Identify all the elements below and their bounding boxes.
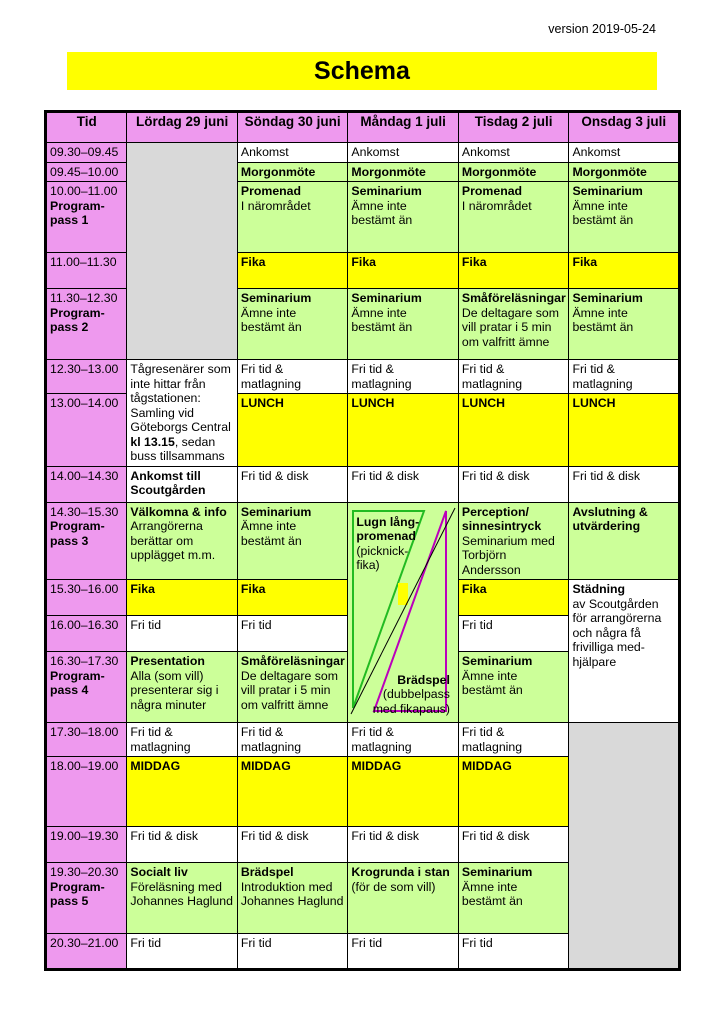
cell-text: De deltagare som vill pratar i 5 min om valfritt ämne <box>461 305 559 349</box>
cell-title: Seminarium <box>240 291 312 305</box>
split-top-text <box>356 515 419 573</box>
cell-text: Ämne inte bestämt än <box>240 519 302 548</box>
schedule-cell: Fri tid & disk <box>237 466 348 502</box>
time-cell: 13.00–14.00 <box>46 394 127 466</box>
time-label: 19.30–20.30 <box>50 865 119 879</box>
split-bottom-text <box>373 673 450 717</box>
col-header-lordag: Lördag 29 juni <box>127 112 238 143</box>
cell-title: Brädspel <box>240 865 294 879</box>
schedule-cell: Fri tid & disk <box>237 827 348 863</box>
schedule-cell: Ankomst <box>569 143 680 163</box>
cell-title: Promenad <box>461 184 523 198</box>
cell-text: Ämne inte bestämt än <box>461 879 523 908</box>
schedule-cell <box>237 863 348 934</box>
pass-label: Program- pass 3 <box>50 519 105 548</box>
cell-text: Ämne inte bestämt än <box>572 198 634 227</box>
col-header-tid: Tid <box>46 112 127 143</box>
time-cell: 09.45–10.00 <box>46 162 127 182</box>
cell-title: Småföreläsningar <box>461 291 566 305</box>
time-cell <box>46 863 127 934</box>
cell-text-bold: kl 13.15 <box>130 434 175 449</box>
cell-title: Avslutning & utvärdering <box>572 504 648 533</box>
cell-title: Seminarium <box>240 504 312 519</box>
time-cell <box>46 652 127 723</box>
schedule-cell: LUNCH <box>458 394 569 466</box>
schedule-cell <box>237 652 348 723</box>
time-cell: 18.00–19.00 <box>46 757 127 827</box>
header-row <box>46 112 680 143</box>
schedule-cell: Fika <box>458 580 569 616</box>
cell-title: Städning <box>572 582 626 596</box>
schedule-cell: LUNCH <box>348 394 459 466</box>
cell-title: Småföreläsningar <box>240 654 345 668</box>
version-label: version 2019-05-24 <box>548 22 656 36</box>
time-cell <box>46 182 127 253</box>
schedule-cell: Fri tid <box>127 934 238 970</box>
time-cell: 20.30–21.00 <box>46 934 127 970</box>
cell-text: De deltagare som vill pratar i 5 min om valfritt ämne <box>240 668 338 712</box>
schedule-cell: Fri tid & disk <box>569 466 680 502</box>
schedule-cell: Morgonmöte <box>569 162 680 182</box>
schedule-cell: Fri tid <box>458 934 569 970</box>
schedule-cell: Fika <box>569 253 680 289</box>
schedule-cell: Fri tid & disk <box>127 827 238 863</box>
cell-text: av Scoutgården för arrangörerna och några få frivilliga med- hjälpare <box>572 596 662 669</box>
empty-cell <box>569 723 680 970</box>
time-cell: 15.30–16.00 <box>46 580 127 616</box>
split-cell <box>348 502 459 723</box>
time-label: 10.00–11.00 <box>50 184 118 198</box>
schedule-cell: Fri tid & matlagning <box>458 360 569 394</box>
schedule-cell <box>348 289 459 360</box>
schedule-cell: Morgonmöte <box>237 162 348 182</box>
table-row <box>46 143 680 163</box>
schedule-cell <box>569 289 680 360</box>
schedule-cell <box>569 502 680 580</box>
schedule-cell <box>569 182 680 253</box>
cell-title: Promenad <box>240 184 302 198</box>
cell-text: Introduktion med Johannes Haglund <box>240 879 344 908</box>
pass-label: Program- pass 4 <box>50 668 105 697</box>
pass-label: Program- pass 1 <box>50 198 105 227</box>
cell-text: Tågresenärer som inte hittar från tågstationen: Samling vid Göteborgs Central <box>130 362 231 434</box>
schedule-cell: LUNCH <box>569 394 680 466</box>
cell-title: Krogrunda i stan <box>351 865 450 879</box>
schedule-cell: Fri tid & matlagning <box>569 360 680 394</box>
cell-text: Ämne inte bestämt än <box>572 305 634 334</box>
cell-title: Seminarium <box>351 291 422 305</box>
schedule-cell <box>237 289 348 360</box>
cell-title: Välkomna & info <box>130 504 227 519</box>
cell-title: Presentation <box>130 654 205 668</box>
schedule-cell: MIDDAG <box>237 757 348 827</box>
time-cell: 14.00–14.30 <box>46 466 127 502</box>
schedule-cell: Fri tid & disk <box>348 466 459 502</box>
schedule-cell: Fri tid & matlagning <box>127 723 238 757</box>
schedule-cell: Fika <box>127 580 238 616</box>
cell-text: Ämne inte bestämt än <box>461 668 523 697</box>
cell-text: Seminarium med Torbjörn Andersson <box>461 533 555 577</box>
pass-label: Program- pass 5 <box>50 879 105 908</box>
schedule-cell: Fika <box>458 253 569 289</box>
schedule-cell <box>458 502 569 580</box>
schedule-cell: Fri tid & disk <box>458 827 569 863</box>
schedule-cell <box>127 652 238 723</box>
time-cell <box>46 289 127 360</box>
col-header-mandag: Måndag 1 juli <box>348 112 459 143</box>
cell-text: Föreläsning med Johannes Haglund <box>130 879 233 908</box>
schedule-cell <box>127 360 238 467</box>
schedule-cell: Fri tid & matlagning <box>458 723 569 757</box>
schedule-cell: Fri tid & matlagning <box>348 723 459 757</box>
cell-text: I närområdet <box>240 198 311 213</box>
time-cell: 19.00–19.30 <box>46 827 127 863</box>
cell-title: Seminarium <box>461 654 533 668</box>
cell-title: Seminarium <box>572 184 643 198</box>
cell-text: Alla (som vill) presenterar sig i några minuter <box>130 668 219 712</box>
cell-title: Brädspel <box>397 672 450 687</box>
schedule-cell <box>348 182 459 253</box>
cell-text: I närområdet <box>461 198 532 213</box>
time-cell: 12.30–13.00 <box>46 360 127 394</box>
time-label: 14.30–15.30 <box>50 504 119 519</box>
cell-title: Seminarium <box>461 865 533 879</box>
schedule-cell: MIDDAG <box>127 757 238 827</box>
schedule-cell: MIDDAG <box>458 757 569 827</box>
schedule-cell: Fika <box>237 253 348 289</box>
col-header-sondag: Söndag 30 juni <box>237 112 348 143</box>
col-header-onsdag: Onsdag 3 juli <box>569 112 680 143</box>
col-header-tisdag: Tisdag 2 juli <box>458 112 569 143</box>
cell-title: Socialt liv <box>130 865 188 879</box>
schedule-cell <box>569 580 680 723</box>
schedule-cell <box>237 502 348 580</box>
schedule-cell: Fika <box>348 253 459 289</box>
cell-text: Ämne inte bestämt än <box>351 198 413 227</box>
table-row <box>46 723 680 757</box>
schedule-cell <box>237 182 348 253</box>
schedule-cell: Fri tid <box>348 934 459 970</box>
schedule-cell <box>127 863 238 934</box>
cell-text: (dubbelpass med fikapaus) <box>372 687 450 716</box>
time-cell: 16.00–16.30 <box>46 616 127 652</box>
schedule-cell: LUNCH <box>237 394 348 466</box>
schedule-cell <box>458 289 569 360</box>
empty-cell <box>127 143 238 360</box>
table-row <box>46 502 680 580</box>
schedule-cell: Fri tid <box>458 616 569 652</box>
pass-label: Program- pass 2 <box>50 305 105 334</box>
schedule-cell <box>127 502 238 580</box>
cell-title: Seminarium <box>572 291 643 305</box>
schedule-cell: Fri tid & disk <box>458 466 569 502</box>
schedule-cell: Ankomst <box>458 143 569 163</box>
schedule-cell: Ankomst <box>348 143 459 163</box>
time-label: 16.30–17.30 <box>50 654 119 668</box>
schedule-cell: Ankomst <box>237 143 348 163</box>
schedule-cell: Morgonmöte <box>458 162 569 182</box>
page-title: Schema <box>314 56 410 85</box>
schedule-cell: Fika <box>237 580 348 616</box>
schedule-cell <box>458 863 569 934</box>
schedule-cell <box>458 182 569 253</box>
table-row <box>46 360 680 394</box>
cell-text: (för de som vill) <box>351 879 436 894</box>
split-fika-mark <box>398 583 408 605</box>
cell-text: (picknick- fika) <box>356 543 409 572</box>
schedule-cell: Fri tid & matlagning <box>237 360 348 394</box>
schedule-cell: Morgonmöte <box>348 162 459 182</box>
cell-title: Perception/ sinnesintryck <box>461 504 542 533</box>
cell-title: Seminarium <box>351 184 422 198</box>
schedule-cell <box>348 863 459 934</box>
cell-title: Lugn lång- promenad <box>356 514 420 543</box>
cell-text: Ämne inte bestämt än <box>351 305 413 334</box>
time-cell: 11.00–11.30 <box>46 253 127 289</box>
schedule-cell <box>458 652 569 723</box>
title-bar <box>67 52 657 90</box>
schedule-cell: Fri tid <box>237 616 348 652</box>
time-cell: 17.30–18.00 <box>46 723 127 757</box>
time-cell <box>46 502 127 580</box>
schedule-cell: Fri tid & matlagning <box>348 360 459 394</box>
schedule-table <box>44 110 681 971</box>
table-row <box>46 466 680 502</box>
schedule-cell: MIDDAG <box>348 757 459 827</box>
time-cell: 09.30–09.45 <box>46 143 127 163</box>
cell-text: Ämne inte bestämt än <box>240 305 302 334</box>
schedule-cell: Fri tid <box>237 934 348 970</box>
time-label: 11.30–12.30 <box>50 291 118 305</box>
schedule-cell: Ankomst till Scoutgården <box>127 466 238 502</box>
cell-text: Arrangörerna berättar om upplägget m.m. <box>130 519 216 562</box>
schedule-cell: Fri tid & matlagning <box>237 723 348 757</box>
schedule-cell: Fri tid & disk <box>348 827 459 863</box>
cell-text: , sedan buss tillsammans <box>130 434 225 463</box>
schedule-cell: Fri tid <box>127 616 238 652</box>
